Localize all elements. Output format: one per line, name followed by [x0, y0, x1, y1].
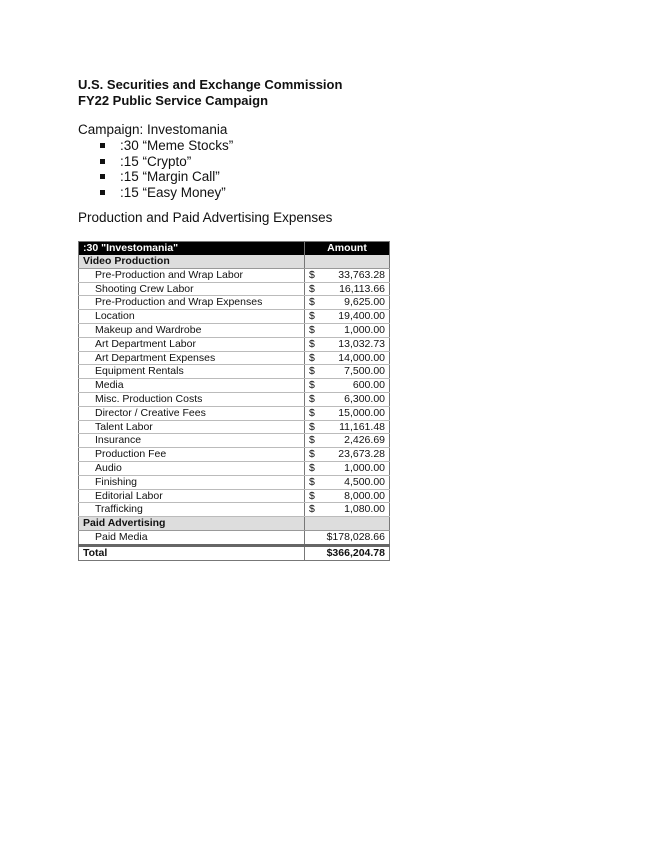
line-item-amount: [305, 296, 390, 310]
currency-symbol: $: [309, 489, 315, 502]
table-row: [79, 448, 390, 462]
line-item-amount: [305, 310, 390, 324]
amount-value: 2,426.69: [344, 434, 385, 447]
line-item-label: Trafficking: [79, 503, 305, 517]
bullet-icon: [100, 159, 105, 164]
amount-value: 9,625.00: [344, 296, 385, 309]
currency-symbol: $: [309, 379, 315, 392]
campaign-label: Campaign: Investomania: [78, 122, 228, 137]
table-row: [79, 475, 390, 489]
line-item-amount: [305, 448, 390, 462]
spot-label: :15 “Crypto”: [120, 153, 192, 169]
currency-symbol: $: [309, 351, 315, 364]
table-row: [79, 323, 390, 337]
bullet-icon: [100, 174, 105, 179]
amount-value: 19,400.00: [338, 310, 385, 323]
line-item-amount: $178,028.66: [305, 530, 390, 545]
spot-list-item: [100, 138, 233, 154]
currency-symbol: $: [309, 406, 315, 419]
amount-value: 14,000.00: [338, 351, 385, 364]
currency-symbol: $: [309, 282, 315, 295]
line-item-label: Talent Labor: [79, 420, 305, 434]
table-row: [79, 503, 390, 517]
table-row: [79, 296, 390, 310]
currency-symbol: $: [309, 475, 315, 488]
money-value: [309, 503, 385, 516]
amount-value: 13,032.73: [338, 337, 385, 350]
group-row: [79, 517, 390, 531]
line-item-label: Media: [79, 379, 305, 393]
table-row: [79, 282, 390, 296]
money-value: [309, 462, 385, 475]
money-value: [309, 379, 385, 392]
line-item-label: Location: [79, 310, 305, 324]
table-header-row: [79, 242, 390, 256]
money-value: [309, 365, 385, 378]
spot-list-item: [100, 169, 233, 185]
table-row: [79, 379, 390, 393]
line-item-amount: [305, 282, 390, 296]
line-item-label: Insurance: [79, 434, 305, 448]
money-value: [309, 338, 385, 351]
expenses-table: [78, 241, 390, 561]
line-item-amount: [305, 489, 390, 503]
money-value: [309, 448, 385, 461]
document-campaign-title: FY22 Public Service Campaign: [78, 93, 269, 108]
line-item-label: Shooting Crew Labor: [79, 282, 305, 296]
group-amount-empty: [305, 255, 390, 268]
line-item-amount: [305, 323, 390, 337]
line-item-label: Pre-Production and Wrap Labor: [79, 268, 305, 282]
currency-symbol: $: [309, 503, 315, 516]
currency-symbol: $: [309, 296, 315, 309]
line-item-label: Pre-Production and Wrap Expenses: [79, 296, 305, 310]
amount-value: 15,000.00: [338, 406, 385, 419]
amount-value: 1,000.00: [344, 461, 385, 474]
line-item-amount: [305, 434, 390, 448]
money-value: [309, 283, 385, 296]
amount-value: 23,673.28: [338, 448, 385, 461]
total-row: [79, 545, 390, 560]
total-label: Total: [79, 545, 305, 560]
amount-value: 16,113.66: [339, 282, 385, 295]
line-item-label: Audio: [79, 461, 305, 475]
amount-value: 600.00: [352, 379, 385, 392]
amount-value: 1,080.00: [344, 503, 385, 516]
bullet-icon: [100, 143, 105, 148]
table-row: [79, 489, 390, 503]
header-amount: Amount: [305, 242, 390, 256]
table-row: [79, 365, 390, 379]
spot-list-item: [100, 154, 233, 170]
amount-value: 33,763.28: [338, 268, 385, 281]
amount-value: 1,000.00: [344, 323, 385, 336]
table-row: [79, 392, 390, 406]
line-item-amount: [305, 337, 390, 351]
line-item-amount: [305, 392, 390, 406]
currency-symbol: $: [309, 310, 315, 323]
currency-symbol: $: [309, 420, 315, 433]
money-value: [309, 310, 385, 323]
line-item-label: Production Fee: [79, 448, 305, 462]
table-row: [79, 530, 390, 545]
line-item-label: Makeup and Wardrobe: [79, 323, 305, 337]
money-value: [309, 352, 385, 365]
line-item-label: Director / Creative Fees: [79, 406, 305, 420]
line-item-label: Art Department Labor: [79, 337, 305, 351]
table-row: [79, 434, 390, 448]
document-org-title: U.S. Securities and Exchange Commission: [78, 77, 343, 92]
currency-symbol: $: [309, 434, 315, 447]
currency-symbol: $: [309, 461, 315, 474]
money-value: [309, 269, 385, 282]
spot-list: [100, 138, 233, 200]
table-row: [79, 337, 390, 351]
table-row: [79, 406, 390, 420]
line-item-label: Art Department Expenses: [79, 351, 305, 365]
amount-value: 4,500.00: [344, 475, 385, 488]
bullet-icon: [100, 190, 105, 195]
line-item-amount: [305, 461, 390, 475]
table-row: [79, 268, 390, 282]
line-item-amount: [305, 475, 390, 489]
amount-value: 7,500.00: [344, 365, 385, 378]
table-row: [79, 420, 390, 434]
line-item-amount: [305, 268, 390, 282]
line-item-label: Equipment Rentals: [79, 365, 305, 379]
line-item-amount: [305, 351, 390, 365]
section-title: Production and Paid Advertising Expenses: [78, 210, 333, 225]
total-amount: $366,204.78: [305, 545, 390, 560]
currency-symbol: $: [309, 337, 315, 350]
group-amount-empty: [305, 517, 390, 531]
group-label: Video Production: [79, 255, 305, 268]
money-value: [309, 324, 385, 337]
line-item-label: Paid Media: [79, 530, 305, 545]
money-value: [309, 296, 385, 309]
line-item-amount: [305, 406, 390, 420]
table-row: [79, 461, 390, 475]
money-value: [309, 421, 385, 434]
line-item-amount: [305, 365, 390, 379]
money-value: [309, 407, 385, 420]
table-row: [79, 351, 390, 365]
line-item-amount: [305, 420, 390, 434]
amount-value: 8,000.00: [344, 489, 385, 502]
spot-label: :15 “Margin Call”: [120, 169, 220, 184]
amount-value: 11,161.48: [339, 420, 385, 433]
spot-label: :30 “Meme Stocks”: [120, 138, 234, 153]
spot-label: :15 “Easy Money”: [120, 184, 226, 200]
currency-symbol: $: [309, 392, 315, 405]
money-value: [309, 476, 385, 489]
line-item-amount: [305, 503, 390, 517]
line-item-label: Editorial Labor: [79, 489, 305, 503]
money-value: [309, 393, 385, 406]
line-item-amount: [305, 379, 390, 393]
spot-list-item: [100, 185, 233, 201]
group-label: Paid Advertising: [79, 517, 305, 531]
currency-symbol: $: [309, 323, 315, 336]
currency-symbol: $: [309, 365, 315, 378]
group-row: [79, 255, 390, 268]
header-spot: :30 "Investomania": [79, 242, 305, 256]
table-row: [79, 310, 390, 324]
currency-symbol: $: [309, 448, 315, 461]
money-value: [309, 434, 385, 447]
money-value: [309, 490, 385, 503]
line-item-label: Misc. Production Costs: [79, 392, 305, 406]
currency-symbol: $: [309, 268, 315, 281]
line-item-label: Finishing: [79, 475, 305, 489]
amount-value: 6,300.00: [344, 392, 385, 405]
